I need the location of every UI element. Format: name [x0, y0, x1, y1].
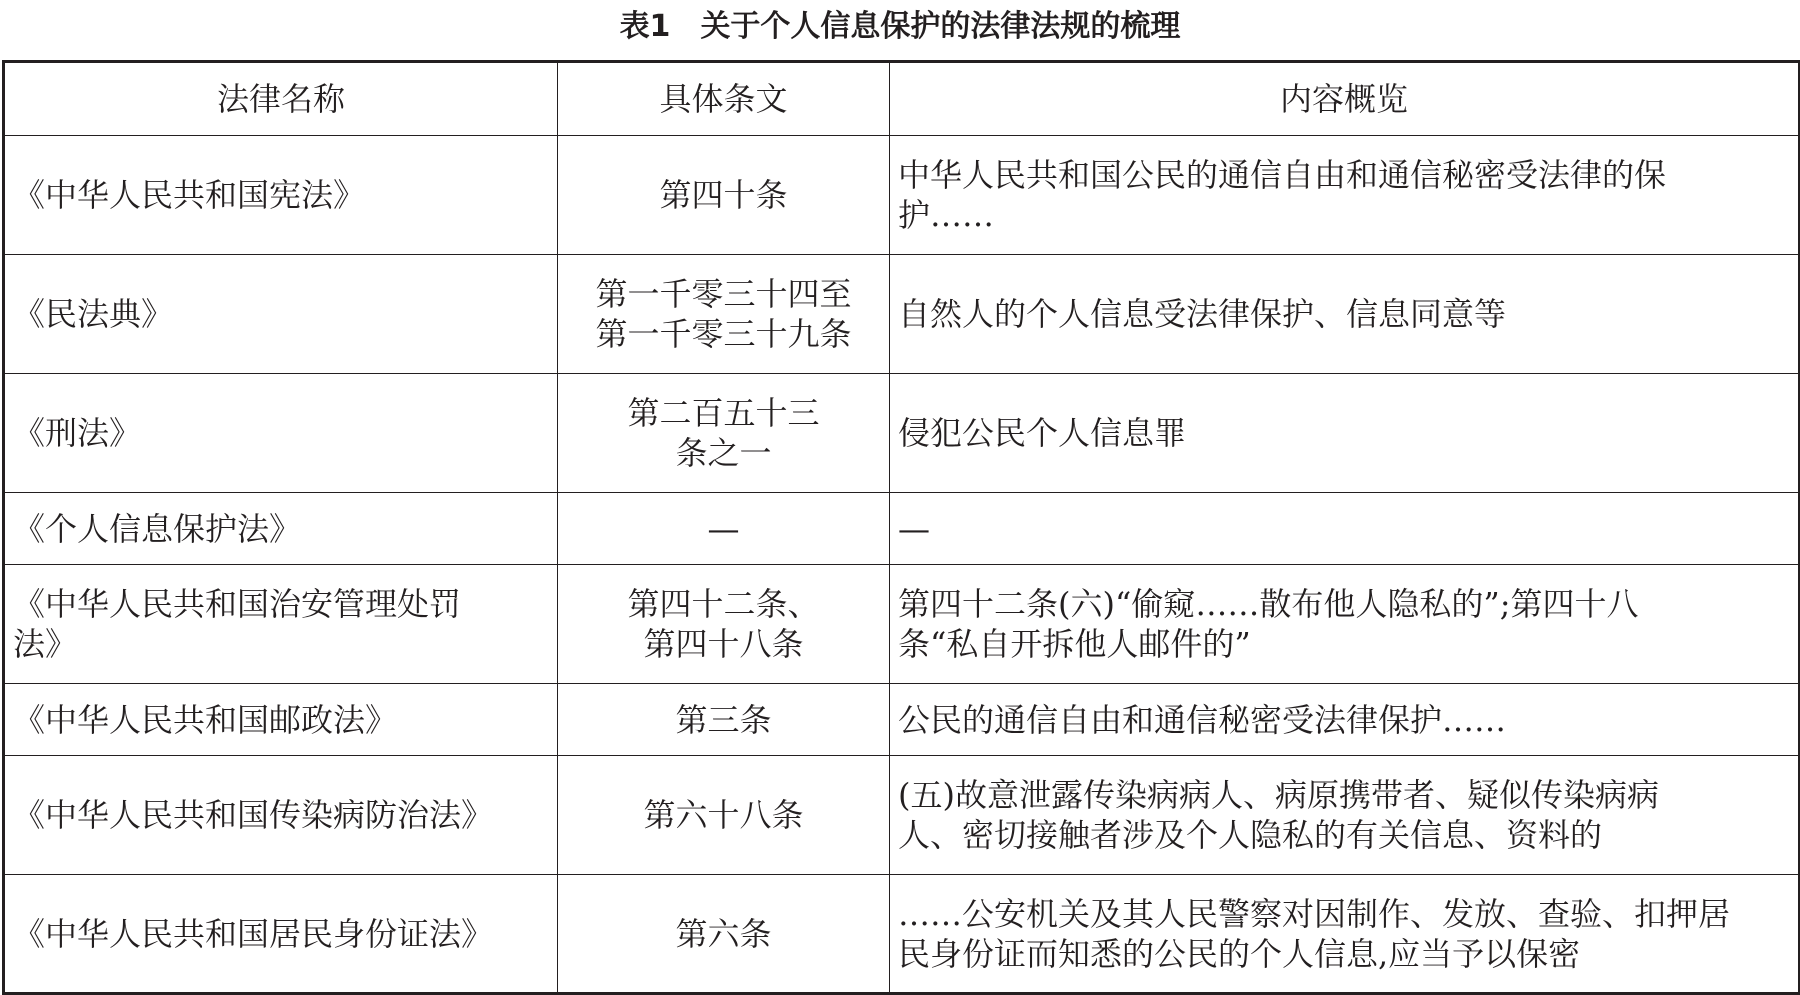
table-row: [4, 684, 1800, 756]
law-name-line: 《中华人民共和国宪法》: [13, 176, 366, 214]
summary-line: 公民的通信自由和通信秘密受法律保护……: [898, 700, 1507, 739]
table-header-row: [4, 62, 1800, 136]
law-name-cell: [4, 565, 558, 684]
summary-cell: [890, 255, 1800, 374]
article-cell: [558, 255, 890, 374]
header-article: 具体条文: [558, 62, 890, 136]
article-cell: [558, 684, 890, 756]
table-title: 关于个人信息保护的法律法规的梳理: [700, 9, 1181, 44]
table-number: 表1: [619, 9, 671, 44]
summary-cell: [890, 136, 1800, 255]
summary-cell: [890, 684, 1800, 756]
article-line: 第四十八条: [643, 625, 804, 663]
summary-cell: [890, 565, 1800, 684]
article-line: 第二百五十三: [627, 394, 820, 432]
article-line: —: [707, 509, 740, 548]
law-name-line: 《中华人民共和国邮政法》: [13, 700, 398, 739]
law-name-line: 《中华人民共和国治安管理处罚: [13, 585, 462, 623]
table-caption: [0, 2, 1800, 52]
table-row: [4, 875, 1800, 994]
summary-line: 第四十二条(六)“偷窥……散布他人隐私的”;第四十八: [898, 585, 1639, 623]
header-summary: 内容概览: [890, 62, 1800, 136]
article-line: 第一千零三十九条: [595, 315, 852, 353]
summary-line: 条“私自开拆他人邮件的”: [898, 625, 1251, 663]
law-name-line: 《中华人民共和国传染病防治法》: [13, 796, 494, 834]
article-line: 第六条: [675, 914, 772, 953]
article-cell: [558, 756, 890, 875]
table-row: [4, 493, 1800, 565]
law-name-line: 《民法典》: [13, 295, 174, 333]
law-table: [2, 60, 1800, 995]
article-cell: [558, 493, 890, 565]
summary-line: ……公安机关及其人民警察对因制作、发放、查验、扣押居: [898, 894, 1731, 933]
table-row: [4, 136, 1800, 255]
table-row: [4, 374, 1800, 493]
table-row: [4, 565, 1800, 684]
article-cell: [558, 136, 890, 255]
summary-line: 人、密切接触者涉及个人隐私的有关信息、资料的: [898, 816, 1603, 854]
article-line: 第一千零三十四至: [595, 275, 852, 313]
article-line: 第四十二条、: [627, 585, 820, 623]
summary-cell: [890, 875, 1800, 994]
summary-cell: [890, 493, 1800, 565]
summary-line: 侵犯公民个人信息罪: [898, 414, 1187, 452]
summary-line: (五)故意泄露传染病病人、病原携带者、疑似传染病病: [898, 776, 1659, 814]
summary-line: 自然人的个人信息受法律保护、信息同意等: [898, 295, 1507, 333]
article-cell: [558, 875, 890, 994]
table-row: [4, 756, 1800, 875]
summary-cell: [890, 756, 1800, 875]
law-name-cell: [4, 756, 558, 875]
summary-line: 护……: [898, 196, 995, 234]
summary-cell: [890, 374, 1800, 493]
law-name-line: 《中华人民共和国居民身份证法》: [13, 914, 494, 953]
law-name-cell: [4, 136, 558, 255]
law-name-cell: [4, 684, 558, 756]
summary-line: 民身份证而知悉的公民的个人信息,应当予以保密: [898, 934, 1581, 973]
law-name-cell: [4, 875, 558, 994]
law-name-cell: [4, 374, 558, 493]
summary-line: —: [898, 509, 930, 548]
table-row: [4, 255, 1800, 374]
article-line: 第六十八条: [643, 796, 804, 834]
article-line: 第四十条: [659, 176, 788, 214]
header-law-name: 法律名称: [4, 62, 558, 136]
article-cell: [558, 374, 890, 493]
article-line: 第三条: [675, 700, 772, 739]
law-name-line: 法》: [13, 625, 78, 663]
article-cell: [558, 565, 890, 684]
law-name-line: 《个人信息保护法》: [13, 509, 302, 548]
law-name-cell: [4, 493, 558, 565]
article-line: 条之一: [675, 434, 772, 472]
law-name-line: 《刑法》: [13, 414, 142, 452]
summary-line: 中华人民共和国公民的通信自由和通信秘密受法律的保: [898, 156, 1667, 194]
law-name-cell: [4, 255, 558, 374]
